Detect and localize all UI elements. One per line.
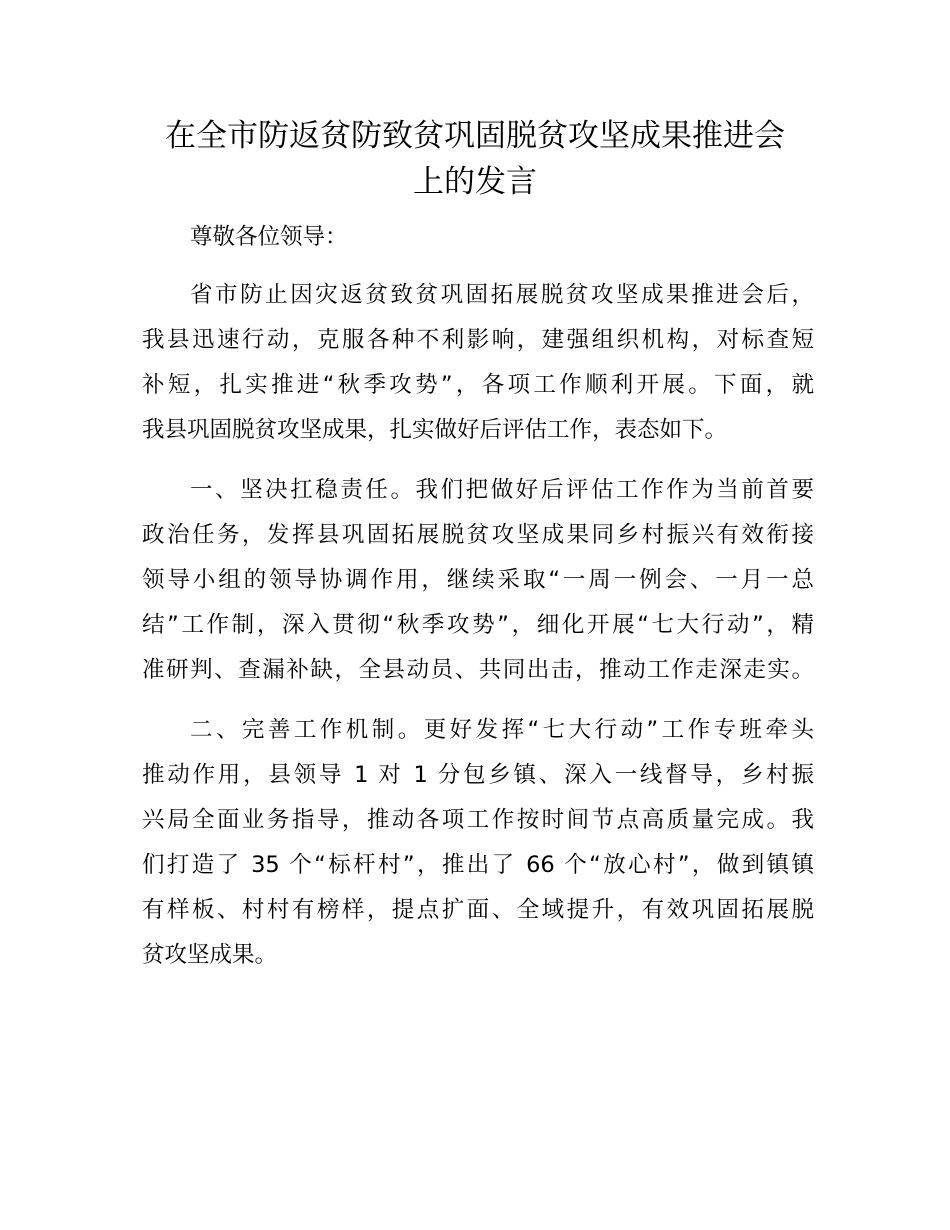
paragraph-line: 省市防止因灾返贫致贫巩固拓展脱贫攻坚成果推进会后，: [190, 282, 814, 308]
paragraph-line: 贫攻坚成果。: [142, 942, 278, 968]
document-body: [142, 215, 814, 993]
paragraph-line: 准研判、查漏补缺，全县动员、共同出击，推动工作走深走实。: [142, 657, 814, 683]
paragraph-line: 们打造了 35 个“标杆村”，推出了 66 个“放心村”，做到镇镇: [142, 852, 814, 878]
title-line-1: 在全市防返贫防致贫巩固脱贫攻坚成果推进会: [165, 118, 785, 154]
paragraph-line: 领导小组的领导协调作用，继续采取“一周一例会、一月一总: [142, 567, 814, 593]
paragraph-line: 我县迅速行动，克服各种不利影响，建强组织机构，对标查短: [142, 327, 814, 353]
document-title: [140, 113, 810, 205]
paragraph-line: 结”工作制，深入贯彻“秋季攻势”，细化开展“七大行动”，精: [142, 612, 814, 638]
paragraph-2: [142, 468, 814, 693]
paragraph-line: 一、坚决扛稳责任。我们把做好后评估工作作为当前首要: [190, 477, 814, 503]
paragraph-line: 二、完善工作机制。更好发挥“七大行动”工作专班牵头: [190, 717, 814, 743]
paragraph-line: 推动作用，县领导 1 对 1 分包乡镇、深入一线督导，乡村振: [142, 762, 814, 788]
greeting: [142, 215, 814, 260]
title-line-2: 上的发言: [413, 164, 537, 200]
paragraph-line: 兴局全面业务指导，推动各项工作按时间节点高质量完成。我: [142, 807, 814, 833]
paragraph-line: 政治任务，发挥县巩固拓展脱贫攻坚成果同乡村振兴有效衔接: [142, 522, 814, 548]
paragraph-line: 补短，扎实推进“秋季攻势”，各项工作顺利开展。下面，就: [142, 372, 814, 398]
paragraph-1: [142, 273, 814, 453]
paragraph-3: [142, 708, 814, 978]
greeting-text: 尊敬各位领导：: [190, 224, 348, 250]
paragraph-line: 有样板、村村有榜样，提点扩面、全域提升，有效巩固拓展脱: [142, 897, 814, 923]
paragraph-line: 我县巩固脱贫攻坚成果，扎实做好后评估工作，表态如下。: [142, 417, 728, 443]
